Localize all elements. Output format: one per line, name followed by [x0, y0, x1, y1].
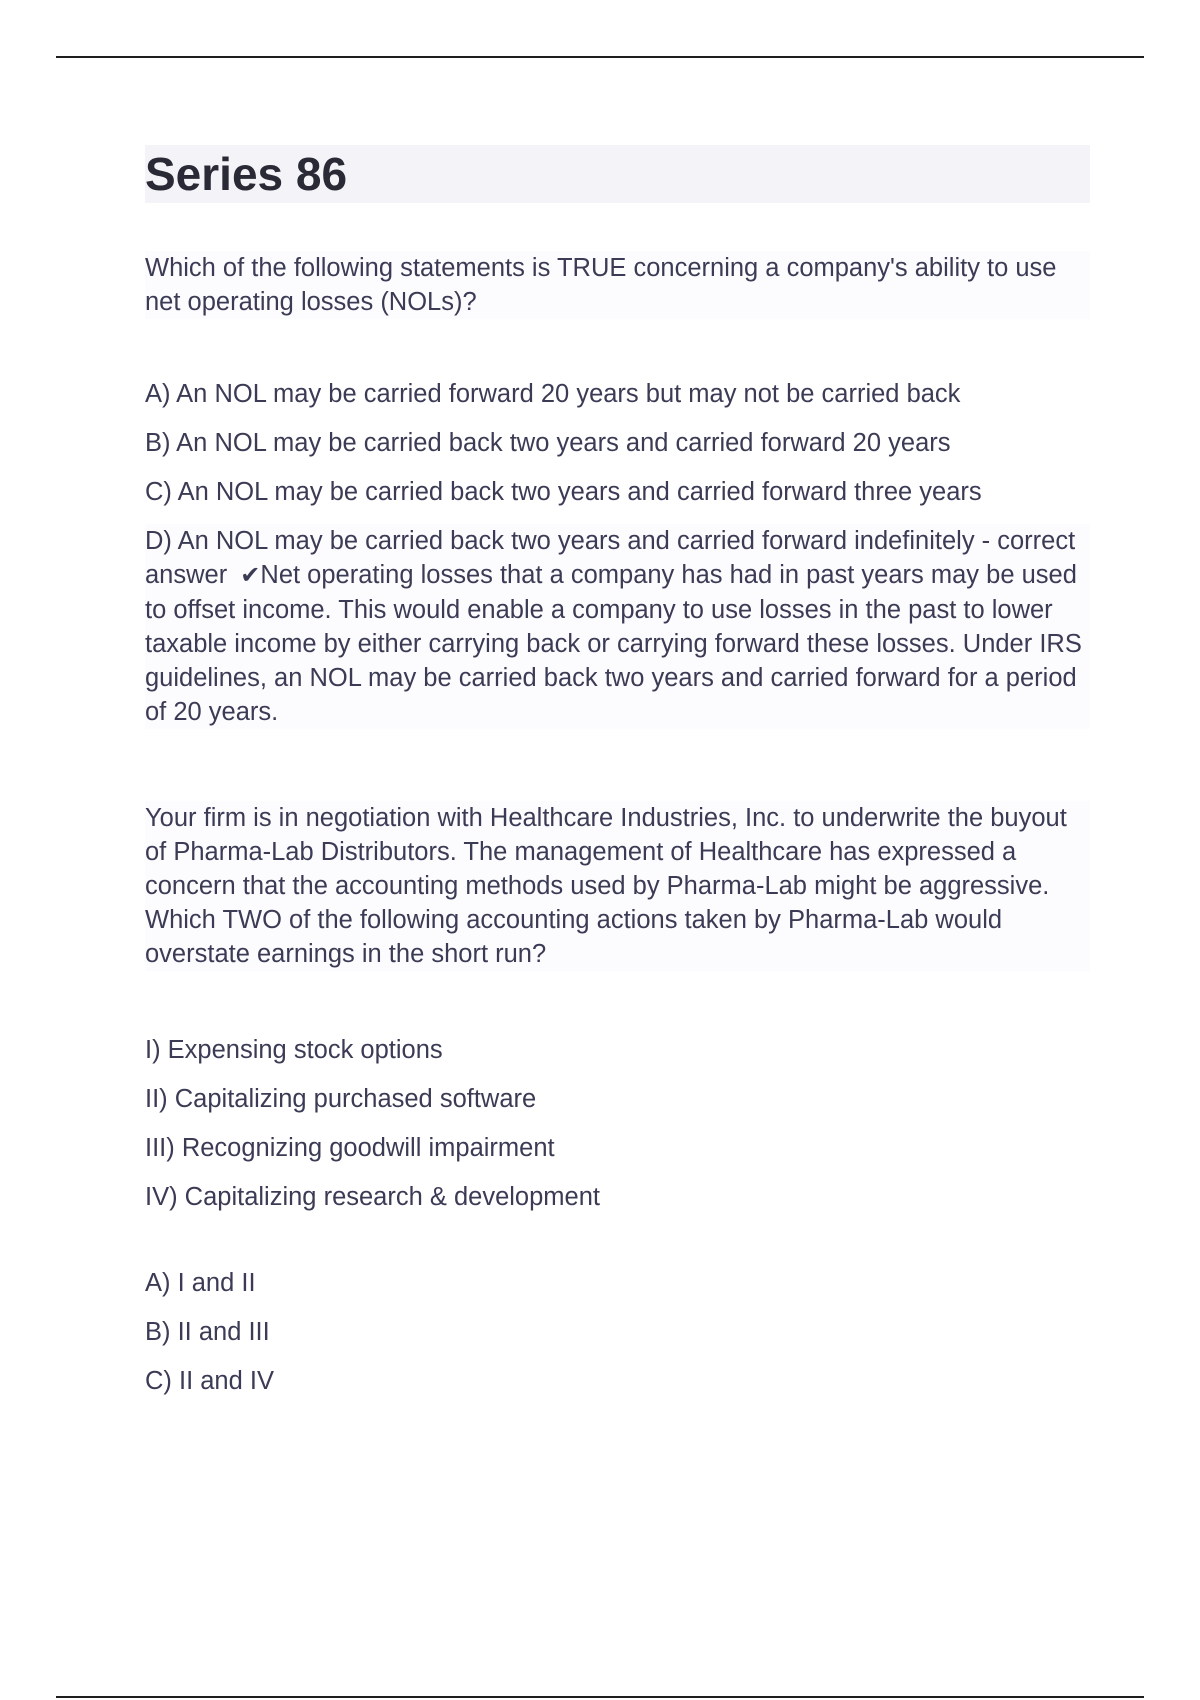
q1-option-c: C) An NOL may be carried back two years and carried forward three years	[145, 478, 982, 506]
question-1-options	[145, 377, 1090, 729]
document-body	[145, 145, 1090, 1413]
q1-option-b: B) An NOL may be carried back two years and carried forward 20 years	[145, 429, 951, 457]
document-title: Series 86	[145, 148, 348, 200]
q2-item-1: I) Expensing stock options	[145, 1036, 443, 1064]
question-2-items	[145, 1033, 1090, 1214]
title-band	[145, 145, 1090, 203]
question-2-options	[145, 1266, 1090, 1398]
q2-item-2: II) Capitalizing purchased software	[145, 1085, 537, 1113]
question-1-text: Which of the following statements is TRUE concerning a company's ability to use net operating losses (NOLs)?	[145, 251, 1090, 319]
q1-option-d	[145, 524, 1090, 729]
top-rule	[56, 56, 1144, 58]
q2-item-3: III) Recognizing goodwill impairment	[145, 1134, 555, 1162]
q2-option-b: B) II and III	[145, 1318, 270, 1346]
bottom-rule	[56, 1696, 1144, 1698]
question-2-text: Your firm is in negotiation with Healthcare Industries, Inc. to underwrite the buyout of Pharma-Lab Distributors. The management of Healthcare has expressed a concern that the accounting methods used by Pharma-Lab might be aggressive. Which TWO of the following accounting actions taken by Pharma-Lab would overstate earnings in the short run?	[145, 801, 1090, 971]
q2-option-a: A) I and II	[145, 1269, 256, 1297]
q2-option-c: C) II and IV	[145, 1367, 274, 1395]
q1-option-a: A) An NOL may be carried forward 20 years but may not be carried back	[145, 380, 961, 408]
q1-option-d-label: D) An NOL may be carried back two years and carried forward indefinitely - correct answer	[145, 527, 1076, 589]
q2-item-4: IV) Capitalizing research & development	[145, 1183, 600, 1211]
q1-explanation: Net operating losses that a company has had in past years may be used to offset income. This would enable a company to use losses in the past to lower taxable income by either carrying back or carrying forward these losses. Under IRS guidelines, an NOL may be carried back two years and carried forward for a period of 20 years.	[145, 561, 1082, 726]
checkmark-icon: ✔	[240, 562, 261, 589]
